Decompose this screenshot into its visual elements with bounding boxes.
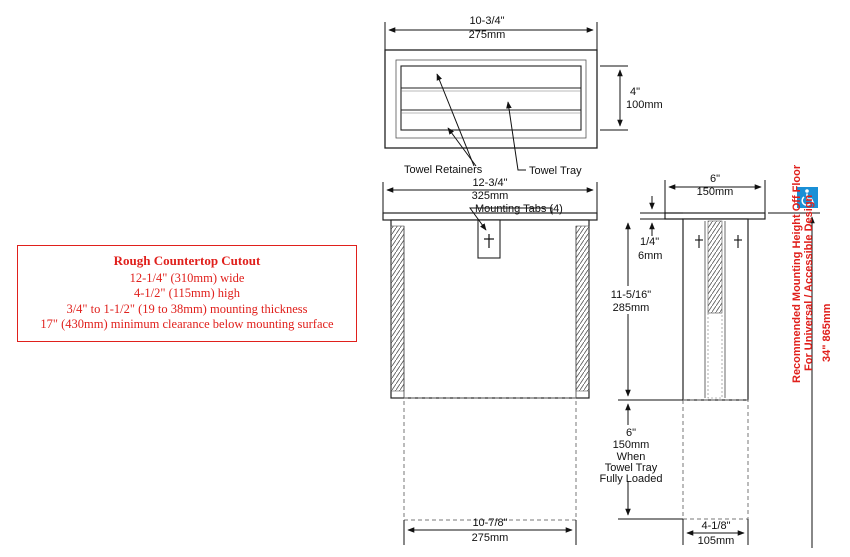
side-hatch: [708, 221, 722, 313]
towel-tray-label: Towel Tray: [529, 165, 582, 177]
towel-tray: [401, 66, 581, 130]
side-depth-in: 11-5/16": [610, 289, 652, 301]
towel-retainers-label: Towel Retainers: [404, 164, 483, 176]
side-ext-in: 6": [625, 427, 637, 439]
side-width-in: 6": [709, 173, 721, 185]
front-bottom-in: 10-7/8": [472, 517, 508, 529]
front-bottom-mm: 275mm: [471, 532, 509, 544]
top-height-in: 4": [630, 86, 641, 98]
mounting-height-value: 34" 865mm: [821, 303, 833, 362]
top-width-in: 10-3/4": [469, 15, 505, 27]
cutout-clearance: 17" (430mm) minimum clearance below mounting surface: [40, 317, 334, 331]
top-height-mm: 100mm: [626, 99, 663, 111]
mounting-tabs-label: Mounting Tabs (4): [475, 203, 563, 215]
top-view: [385, 15, 663, 177]
mounting-height-line1: Recommended Mounting Height Off Floor: [791, 164, 803, 383]
side-bottom-mm: 105mm: [697, 535, 735, 547]
cutout-title: Rough Countertop Cutout: [113, 253, 261, 268]
side-tray-extension: [683, 400, 748, 519]
side-bottom-in: 4-1/8": [701, 520, 731, 532]
side-ext-note: Towel Tray: [604, 462, 658, 474]
side-hatch-right: [576, 226, 589, 391]
top-width-mm: 275mm: [468, 29, 506, 41]
mounting-height-line2: For Universal / Accessible Design: [803, 194, 815, 371]
front-flange-in: 12-3/4": [472, 177, 508, 189]
accessibility-icon-head: [805, 189, 809, 193]
side-flange-in: 1/4": [640, 236, 660, 248]
side-width-mm: 150mm: [696, 186, 734, 198]
side-depth-mm: 285mm: [612, 302, 650, 314]
side-ext-note: Fully Loaded: [599, 473, 663, 485]
side-hatch-left: [391, 226, 404, 391]
cutout-height: 4-1/2" (115mm) high: [133, 286, 241, 300]
front-flange-mm: 325mm: [471, 190, 509, 202]
side-flange-mm: 6mm: [638, 250, 663, 262]
side-view: [600, 164, 834, 548]
cutout-width: 12-1/4" (310mm) wide: [129, 270, 245, 285]
side-ext-note: When: [616, 451, 646, 463]
front-view: [383, 177, 597, 545]
side-ext-mm: 150mm: [612, 439, 650, 451]
front-tray-extension: [404, 398, 576, 520]
cutout-thickness: 3/4" to 1-1/2" (19 to 38mm) mounting thickness: [66, 301, 308, 316]
rough-cutout-box: [17, 245, 357, 342]
side-flange: [665, 213, 765, 219]
